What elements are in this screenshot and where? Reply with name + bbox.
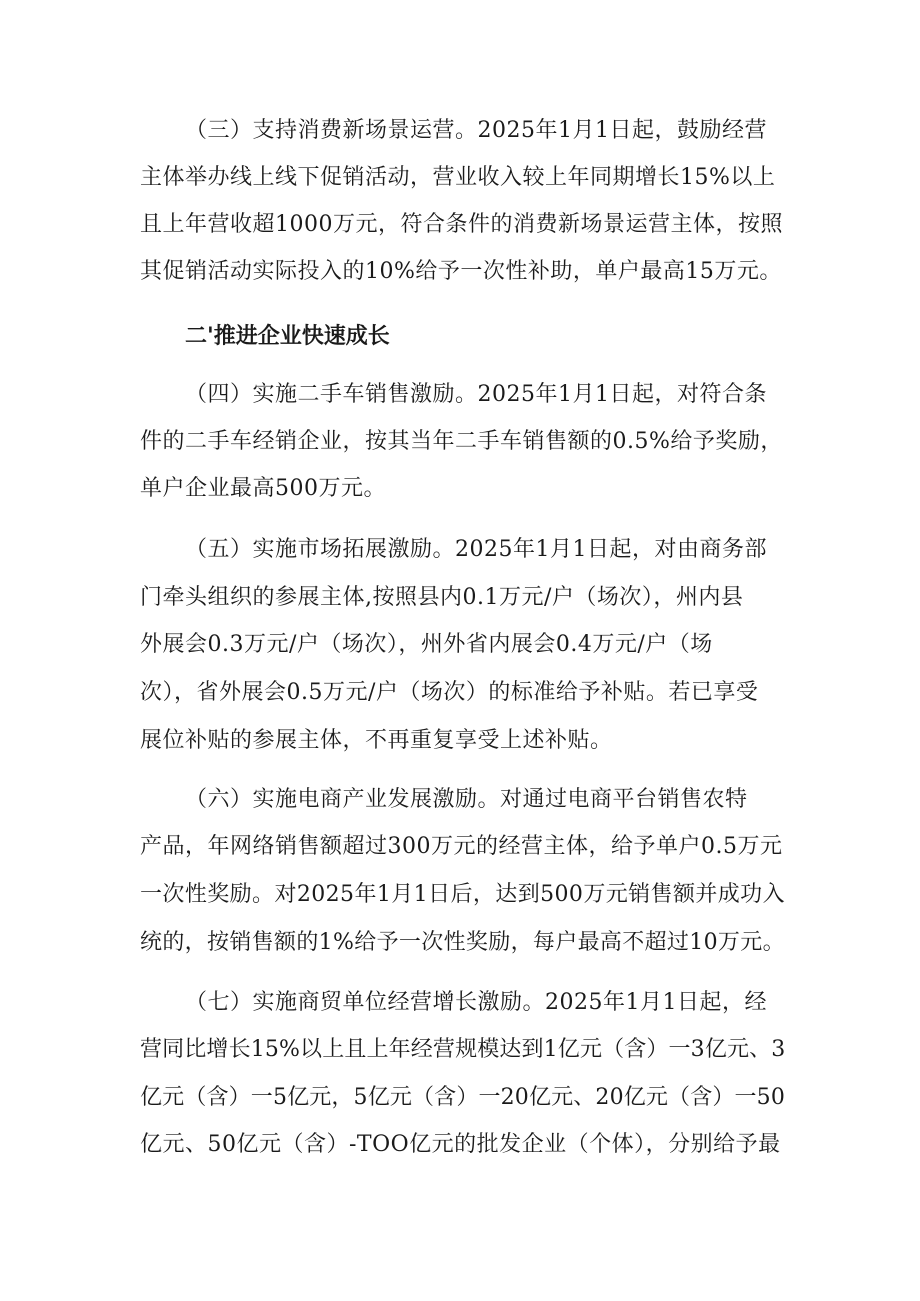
paragraph-7-line-3: 亿元（含）一5亿元，5亿元（含）一20亿元、20亿元（含）一50 — [140, 1085, 785, 1110]
paragraph-7-line-2: 营同比增长15%以上且上年经营规模达到1亿元（含）一3亿元、3 — [140, 1037, 786, 1062]
paragraph-6-line-1: （六）实施电商产业发展激励。对通过电商平台销售农特 — [185, 787, 748, 812]
paragraph-5-line-5: 展位补贴的参展主体，不再重复享受上述补贴。 — [140, 728, 613, 753]
paragraph-3-line-2: 主体举办线上线下促销活动，营业收入较上年同期增长15%以上 — [140, 165, 776, 190]
paragraph-7-line-1: （七）实施商贸单位经营增长激励。2025年1月1日起，经 — [185, 990, 767, 1015]
paragraph-5-line-4: 次），省外展会0.5万元/户（场次）的标准给予补贴。若已享受 — [140, 680, 759, 705]
paragraph-3-line-4: 其促销活动实际投入的10%给予一次性补助，单户最高15万元。 — [140, 259, 782, 284]
paragraph-4-line-2: 件的二手车经销企业，按其当年二手车销售额的0.5%给予奖励， — [140, 429, 783, 454]
paragraph-5-line-2: 门牵头组织的参展主体,按照县内0.1万元/户（场次），州内县 — [140, 585, 744, 610]
paragraph-4-line-1: （四）实施二手车销售激励。2025年1月1日起，对符合条 — [185, 382, 767, 407]
section-heading: 二'推进企业快速成长 — [185, 324, 390, 349]
paragraph-6-line-4: 统的，按销售额的1%给予一次性奖励，每户最高不超过10万元。 — [140, 930, 785, 955]
paragraph-4-line-3: 单户企业最高500万元。 — [140, 476, 386, 501]
paragraph-5-line-1: （五）实施市场拓展激励。2025年1月1日起，对由商务部 — [185, 537, 767, 562]
paragraph-3-line-1: （三）支持消费新场景运营。2025年1月1日起，鼓励经营 — [185, 118, 767, 143]
paragraph-7-line-4: 亿元、50亿元（含）-TOO亿元的批发企业（个体），分别给予最 — [140, 1132, 781, 1157]
paragraph-6-line-3: 一次性奖励。对2025年1月1日后，达到500万元销售额并成功入 — [140, 882, 785, 907]
paragraph-3-line-3: 且上年营收超1000万元，符合条件的消费新场景运营主体，按照 — [140, 212, 783, 237]
paragraph-6-line-2: 产品，年网络销售额超过300万元的经营主体，给予单户0.5万元 — [140, 834, 783, 859]
paragraph-5-line-3: 外展会0.3万元/户（场次），州外省内展会0.4万元/户（场 — [140, 632, 713, 657]
